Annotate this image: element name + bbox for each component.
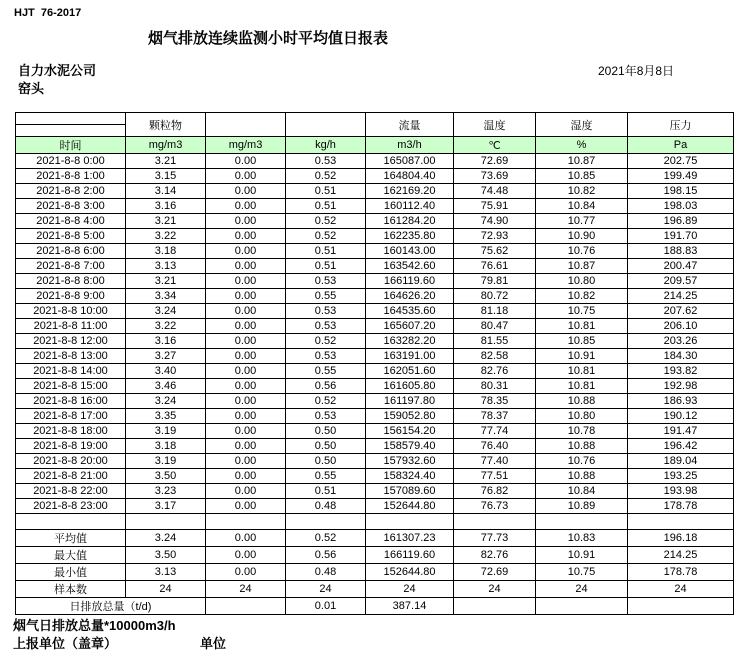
table-row: [16, 349, 734, 364]
value-cell: 0.00: [206, 469, 286, 484]
spacer-cell: [206, 514, 286, 530]
time-cell: 2021-8-8 20:00: [16, 454, 126, 469]
value-cell: 0.51: [286, 484, 366, 499]
value-cell: 0.55: [286, 289, 366, 304]
value-cell: 0.00: [206, 304, 286, 319]
time-cell: 2021-8-8 19:00: [16, 439, 126, 454]
value-cell: 200.47: [628, 259, 734, 274]
summary-value-cell: 0.00: [206, 530, 286, 547]
time-cell: 2021-8-8 3:00: [16, 199, 126, 214]
summary-row: [16, 547, 734, 564]
value-cell: 0.53: [286, 319, 366, 334]
value-cell: 161284.20: [366, 214, 454, 229]
value-cell: 193.25: [628, 469, 734, 484]
value-cell: 3.34: [126, 289, 206, 304]
value-cell: 188.83: [628, 244, 734, 259]
value-cell: 164626.20: [366, 289, 454, 304]
table-row: [16, 169, 734, 184]
table-row: [16, 484, 734, 499]
value-cell: 10.85: [536, 169, 628, 184]
spacer-cell: [126, 514, 206, 530]
table-row: [16, 364, 734, 379]
value-cell: 3.50: [126, 469, 206, 484]
value-cell: 164804.40: [366, 169, 454, 184]
table-row: [16, 154, 734, 169]
value-cell: 0.56: [286, 379, 366, 394]
value-cell: 10.77: [536, 214, 628, 229]
table-row: [16, 289, 734, 304]
table-row: [16, 409, 734, 424]
summary-value-cell: 0.52: [286, 530, 366, 547]
value-cell: 163282.20: [366, 334, 454, 349]
summary-value-cell: 10.91: [536, 547, 628, 564]
value-cell: 3.18: [126, 439, 206, 454]
value-cell: 192.98: [628, 379, 734, 394]
value-cell: 0.52: [286, 394, 366, 409]
spacer-cell: [628, 514, 734, 530]
value-cell: 161197.80: [366, 394, 454, 409]
time-cell: 2021-8-8 17:00: [16, 409, 126, 424]
summary-value-cell: 10.75: [536, 564, 628, 581]
value-cell: 10.81: [536, 379, 628, 394]
value-cell: 196.42: [628, 439, 734, 454]
table-row: [16, 259, 734, 274]
spacer-cell: [454, 514, 536, 530]
value-cell: 3.35: [126, 409, 206, 424]
time-cell: 2021-8-8 1:00: [16, 169, 126, 184]
value-cell: 0.00: [206, 499, 286, 514]
value-cell: 10.87: [536, 259, 628, 274]
col-group-empty-2: [286, 113, 366, 137]
summary-label: 平均值: [16, 530, 126, 547]
time-cell: 2021-8-8 12:00: [16, 334, 126, 349]
table-row: [16, 334, 734, 349]
value-cell: 10.88: [536, 469, 628, 484]
value-cell: 193.82: [628, 364, 734, 379]
value-cell: 3.23: [126, 484, 206, 499]
value-cell: 165607.20: [366, 319, 454, 334]
value-cell: 163542.60: [366, 259, 454, 274]
summary-value-cell: [536, 598, 628, 615]
value-cell: 72.93: [454, 229, 536, 244]
col-group-humidity: 湿度: [536, 113, 628, 137]
report-unit-label: 上报单位（盖章）: [13, 636, 118, 651]
time-cell: 2021-8-8 18:00: [16, 424, 126, 439]
value-cell: 162051.60: [366, 364, 454, 379]
value-cell: 3.19: [126, 424, 206, 439]
summary-value-cell: 178.78: [628, 564, 734, 581]
doc-code: HJT 76-2017: [14, 7, 82, 19]
value-cell: 74.90: [454, 214, 536, 229]
value-cell: 0.53: [286, 274, 366, 289]
summary-label: 日排放总量（t/d): [16, 598, 206, 615]
summary-value-cell: 24: [628, 581, 734, 598]
value-cell: 0.00: [206, 229, 286, 244]
summary-value-cell: 24: [126, 581, 206, 598]
report-table: [15, 112, 734, 615]
value-cell: 0.55: [286, 364, 366, 379]
unit-header-pm1: mg/m3: [126, 137, 206, 154]
time-cell: 2021-8-8 21:00: [16, 469, 126, 484]
value-cell: 165087.00: [366, 154, 454, 169]
value-cell: 162169.20: [366, 184, 454, 199]
time-header: 时间: [16, 137, 126, 154]
value-cell: 0.00: [206, 154, 286, 169]
value-cell: 152644.80: [366, 499, 454, 514]
table-row: [16, 499, 734, 514]
value-cell: 0.53: [286, 304, 366, 319]
value-cell: 0.51: [286, 199, 366, 214]
unit-header-humidity: %: [536, 137, 628, 154]
station-name: 窑头: [18, 81, 45, 96]
value-cell: 77.40: [454, 454, 536, 469]
col-group-particulate: 颗粒物: [126, 113, 206, 137]
value-cell: 0.52: [286, 169, 366, 184]
col-group-temperature: 温度: [454, 113, 536, 137]
value-cell: 0.00: [206, 319, 286, 334]
table-body: [16, 154, 734, 615]
value-cell: 158579.40: [366, 439, 454, 454]
value-cell: 0.00: [206, 244, 286, 259]
time-cell: 2021-8-8 11:00: [16, 319, 126, 334]
value-cell: 156154.20: [366, 424, 454, 439]
value-cell: 184.30: [628, 349, 734, 364]
value-cell: 0.52: [286, 214, 366, 229]
time-cell: 2021-8-8 6:00: [16, 244, 126, 259]
time-cell: 2021-8-8 5:00: [16, 229, 126, 244]
value-cell: 10.91: [536, 349, 628, 364]
unit-header-flow: m3/h: [366, 137, 454, 154]
value-cell: 10.89: [536, 499, 628, 514]
table-row: [16, 454, 734, 469]
value-cell: 3.17: [126, 499, 206, 514]
value-cell: 10.80: [536, 274, 628, 289]
value-cell: 10.84: [536, 199, 628, 214]
value-cell: 10.82: [536, 184, 628, 199]
time-cell: 2021-8-8 23:00: [16, 499, 126, 514]
value-cell: 207.62: [628, 304, 734, 319]
value-cell: 10.76: [536, 454, 628, 469]
value-cell: 0.50: [286, 439, 366, 454]
value-cell: 178.78: [628, 499, 734, 514]
summary-value-cell: 387.14: [366, 598, 454, 615]
value-cell: 186.93: [628, 394, 734, 409]
time-cell: 2021-8-8 15:00: [16, 379, 126, 394]
value-cell: 0.00: [206, 394, 286, 409]
summary-value-cell: 166119.60: [366, 547, 454, 564]
value-cell: 0.00: [206, 184, 286, 199]
value-cell: 0.50: [286, 424, 366, 439]
summary-value-cell: 0.56: [286, 547, 366, 564]
value-cell: 193.98: [628, 484, 734, 499]
value-cell: 79.81: [454, 274, 536, 289]
value-cell: 160143.00: [366, 244, 454, 259]
company-name: 自力水泥公司: [18, 63, 97, 78]
summary-row: [16, 598, 734, 615]
value-cell: 0.00: [206, 379, 286, 394]
value-cell: 163191.00: [366, 349, 454, 364]
value-cell: 162235.80: [366, 229, 454, 244]
value-cell: 198.03: [628, 199, 734, 214]
report-date: 2021年8月8日: [598, 64, 675, 78]
value-cell: 10.80: [536, 409, 628, 424]
value-cell: 10.85: [536, 334, 628, 349]
value-cell: 191.70: [628, 229, 734, 244]
value-cell: 3.24: [126, 304, 206, 319]
table-row: [16, 394, 734, 409]
value-cell: 0.00: [206, 169, 286, 184]
value-cell: 82.76: [454, 364, 536, 379]
time-cell: 2021-8-8 4:00: [16, 214, 126, 229]
value-cell: 0.51: [286, 244, 366, 259]
value-cell: 0.00: [206, 439, 286, 454]
value-cell: 76.73: [454, 499, 536, 514]
summary-value-cell: 196.18: [628, 530, 734, 547]
value-cell: 214.25: [628, 289, 734, 304]
summary-value-cell: 24: [454, 581, 536, 598]
value-cell: 10.81: [536, 319, 628, 334]
summary-value-cell: 214.25: [628, 547, 734, 564]
time-cell: 2021-8-8 22:00: [16, 484, 126, 499]
table-row: [16, 319, 734, 334]
corner-cell-bottom: [16, 125, 126, 137]
value-cell: 3.19: [126, 454, 206, 469]
value-cell: 0.53: [286, 409, 366, 424]
value-cell: 0.52: [286, 229, 366, 244]
value-cell: 3.16: [126, 334, 206, 349]
col-group-pressure: 压力: [628, 113, 734, 137]
unit-header-pm2: mg/m3: [206, 137, 286, 154]
value-cell: 0.00: [206, 349, 286, 364]
summary-value-cell: 10.83: [536, 530, 628, 547]
summary-row: [16, 581, 734, 598]
value-cell: 3.22: [126, 229, 206, 244]
table-row: [16, 184, 734, 199]
summary-row: [16, 564, 734, 581]
value-cell: 3.21: [126, 274, 206, 289]
value-cell: 203.26: [628, 334, 734, 349]
value-cell: 157089.60: [366, 484, 454, 499]
value-cell: 3.16: [126, 199, 206, 214]
value-cell: 3.18: [126, 244, 206, 259]
spacer-cell: [536, 514, 628, 530]
value-cell: 0.50: [286, 454, 366, 469]
time-cell: 2021-8-8 10:00: [16, 304, 126, 319]
value-cell: 74.48: [454, 184, 536, 199]
time-cell: 2021-8-8 16:00: [16, 394, 126, 409]
summary-value-cell: 0.48: [286, 564, 366, 581]
value-cell: 76.61: [454, 259, 536, 274]
unit-header-pm-rate: kg/h: [286, 137, 366, 154]
value-cell: 10.78: [536, 424, 628, 439]
value-cell: 3.13: [126, 259, 206, 274]
value-cell: 3.21: [126, 154, 206, 169]
value-cell: 10.84: [536, 484, 628, 499]
table-row: [16, 469, 734, 484]
value-cell: 161605.80: [366, 379, 454, 394]
value-cell: 190.12: [628, 409, 734, 424]
summary-value-cell: 3.50: [126, 547, 206, 564]
value-cell: 75.91: [454, 199, 536, 214]
spacer-row: [16, 514, 734, 530]
value-cell: 77.74: [454, 424, 536, 439]
value-cell: 78.37: [454, 409, 536, 424]
summary-value-cell: 82.76: [454, 547, 536, 564]
value-cell: 166119.60: [366, 274, 454, 289]
value-cell: 206.10: [628, 319, 734, 334]
page-title: 烟气排放连续监测小时平均值日报表: [148, 30, 389, 47]
summary-value-cell: [206, 598, 286, 615]
summary-value-cell: 161307.23: [366, 530, 454, 547]
value-cell: 0.00: [206, 424, 286, 439]
value-cell: 0.00: [206, 259, 286, 274]
corner-cell-top: [16, 113, 126, 125]
value-cell: 0.52: [286, 334, 366, 349]
value-cell: 0.00: [206, 454, 286, 469]
summary-value-cell: [454, 598, 536, 615]
value-cell: 3.46: [126, 379, 206, 394]
table-row: [16, 424, 734, 439]
value-cell: 3.24: [126, 394, 206, 409]
value-cell: 160112.40: [366, 199, 454, 214]
header-row-units: [16, 137, 734, 154]
value-cell: 3.21: [126, 214, 206, 229]
value-cell: 75.62: [454, 244, 536, 259]
value-cell: 198.15: [628, 184, 734, 199]
summary-value-cell: [628, 598, 734, 615]
summary-label: 样本数: [16, 581, 126, 598]
value-cell: 0.00: [206, 274, 286, 289]
value-cell: 209.57: [628, 274, 734, 289]
spacer-cell: [16, 514, 126, 530]
value-cell: 10.87: [536, 154, 628, 169]
value-cell: 0.48: [286, 499, 366, 514]
value-cell: 3.27: [126, 349, 206, 364]
value-cell: 80.72: [454, 289, 536, 304]
summary-value-cell: 3.13: [126, 564, 206, 581]
value-cell: 81.55: [454, 334, 536, 349]
table-row: [16, 199, 734, 214]
value-cell: 10.90: [536, 229, 628, 244]
summary-label: 最大值: [16, 547, 126, 564]
value-cell: 199.49: [628, 169, 734, 184]
value-cell: 0.53: [286, 349, 366, 364]
unit-header-temp: ℃: [454, 137, 536, 154]
summary-value-cell: 3.24: [126, 530, 206, 547]
value-cell: 10.82: [536, 289, 628, 304]
value-cell: 202.75: [628, 154, 734, 169]
value-cell: 158324.40: [366, 469, 454, 484]
value-cell: 0.55: [286, 469, 366, 484]
value-cell: 3.14: [126, 184, 206, 199]
value-cell: 3.15: [126, 169, 206, 184]
value-cell: 73.69: [454, 169, 536, 184]
unit-header-pressure: Pa: [628, 137, 734, 154]
value-cell: 196.89: [628, 214, 734, 229]
unit-label: 单位: [200, 636, 227, 651]
value-cell: 81.18: [454, 304, 536, 319]
summary-label: 最小值: [16, 564, 126, 581]
time-cell: 2021-8-8 2:00: [16, 184, 126, 199]
value-cell: 191.47: [628, 424, 734, 439]
value-cell: 0.51: [286, 259, 366, 274]
value-cell: 10.76: [536, 244, 628, 259]
value-cell: 82.58: [454, 349, 536, 364]
summary-value-cell: 24: [536, 581, 628, 598]
table-row: [16, 439, 734, 454]
table-row: [16, 304, 734, 319]
value-cell: 0.00: [206, 364, 286, 379]
spacer-cell: [366, 514, 454, 530]
summary-value-cell: 0.01: [286, 598, 366, 615]
value-cell: 0.51: [286, 184, 366, 199]
time-cell: 2021-8-8 13:00: [16, 349, 126, 364]
footnote: 烟气日排放总量*10000m3/h: [13, 618, 176, 633]
value-cell: 78.35: [454, 394, 536, 409]
time-cell: 2021-8-8 8:00: [16, 274, 126, 289]
summary-row: [16, 530, 734, 547]
col-group-empty-1: [206, 113, 286, 137]
table-row: [16, 244, 734, 259]
value-cell: 159052.80: [366, 409, 454, 424]
value-cell: 0.00: [206, 484, 286, 499]
summary-value-cell: 0.00: [206, 564, 286, 581]
time-cell: 2021-8-8 9:00: [16, 289, 126, 304]
value-cell: 189.04: [628, 454, 734, 469]
table-row: [16, 214, 734, 229]
header-row-top: [16, 113, 734, 125]
value-cell: 3.22: [126, 319, 206, 334]
value-cell: 0.00: [206, 409, 286, 424]
col-group-flow: 流量: [366, 113, 454, 137]
value-cell: 0.00: [206, 199, 286, 214]
value-cell: 10.88: [536, 439, 628, 454]
value-cell: 3.40: [126, 364, 206, 379]
value-cell: 0.53: [286, 154, 366, 169]
value-cell: 0.00: [206, 214, 286, 229]
value-cell: 0.00: [206, 334, 286, 349]
value-cell: 77.51: [454, 469, 536, 484]
value-cell: 10.75: [536, 304, 628, 319]
summary-value-cell: 77.73: [454, 530, 536, 547]
time-cell: 2021-8-8 14:00: [16, 364, 126, 379]
spacer-cell: [286, 514, 366, 530]
value-cell: 76.40: [454, 439, 536, 454]
summary-value-cell: 24: [366, 581, 454, 598]
value-cell: 80.31: [454, 379, 536, 394]
value-cell: 10.81: [536, 364, 628, 379]
value-cell: 0.00: [206, 289, 286, 304]
time-cell: 2021-8-8 0:00: [16, 154, 126, 169]
value-cell: 76.82: [454, 484, 536, 499]
summary-value-cell: 152644.80: [366, 564, 454, 581]
table-row: [16, 274, 734, 289]
summary-value-cell: 0.00: [206, 547, 286, 564]
table-row: [16, 229, 734, 244]
value-cell: 10.88: [536, 394, 628, 409]
value-cell: 157932.60: [366, 454, 454, 469]
value-cell: 72.69: [454, 154, 536, 169]
table-row: [16, 379, 734, 394]
time-cell: 2021-8-8 7:00: [16, 259, 126, 274]
value-cell: 80.47: [454, 319, 536, 334]
summary-value-cell: 24: [206, 581, 286, 598]
summary-value-cell: 24: [286, 581, 366, 598]
summary-value-cell: 72.69: [454, 564, 536, 581]
value-cell: 164535.60: [366, 304, 454, 319]
